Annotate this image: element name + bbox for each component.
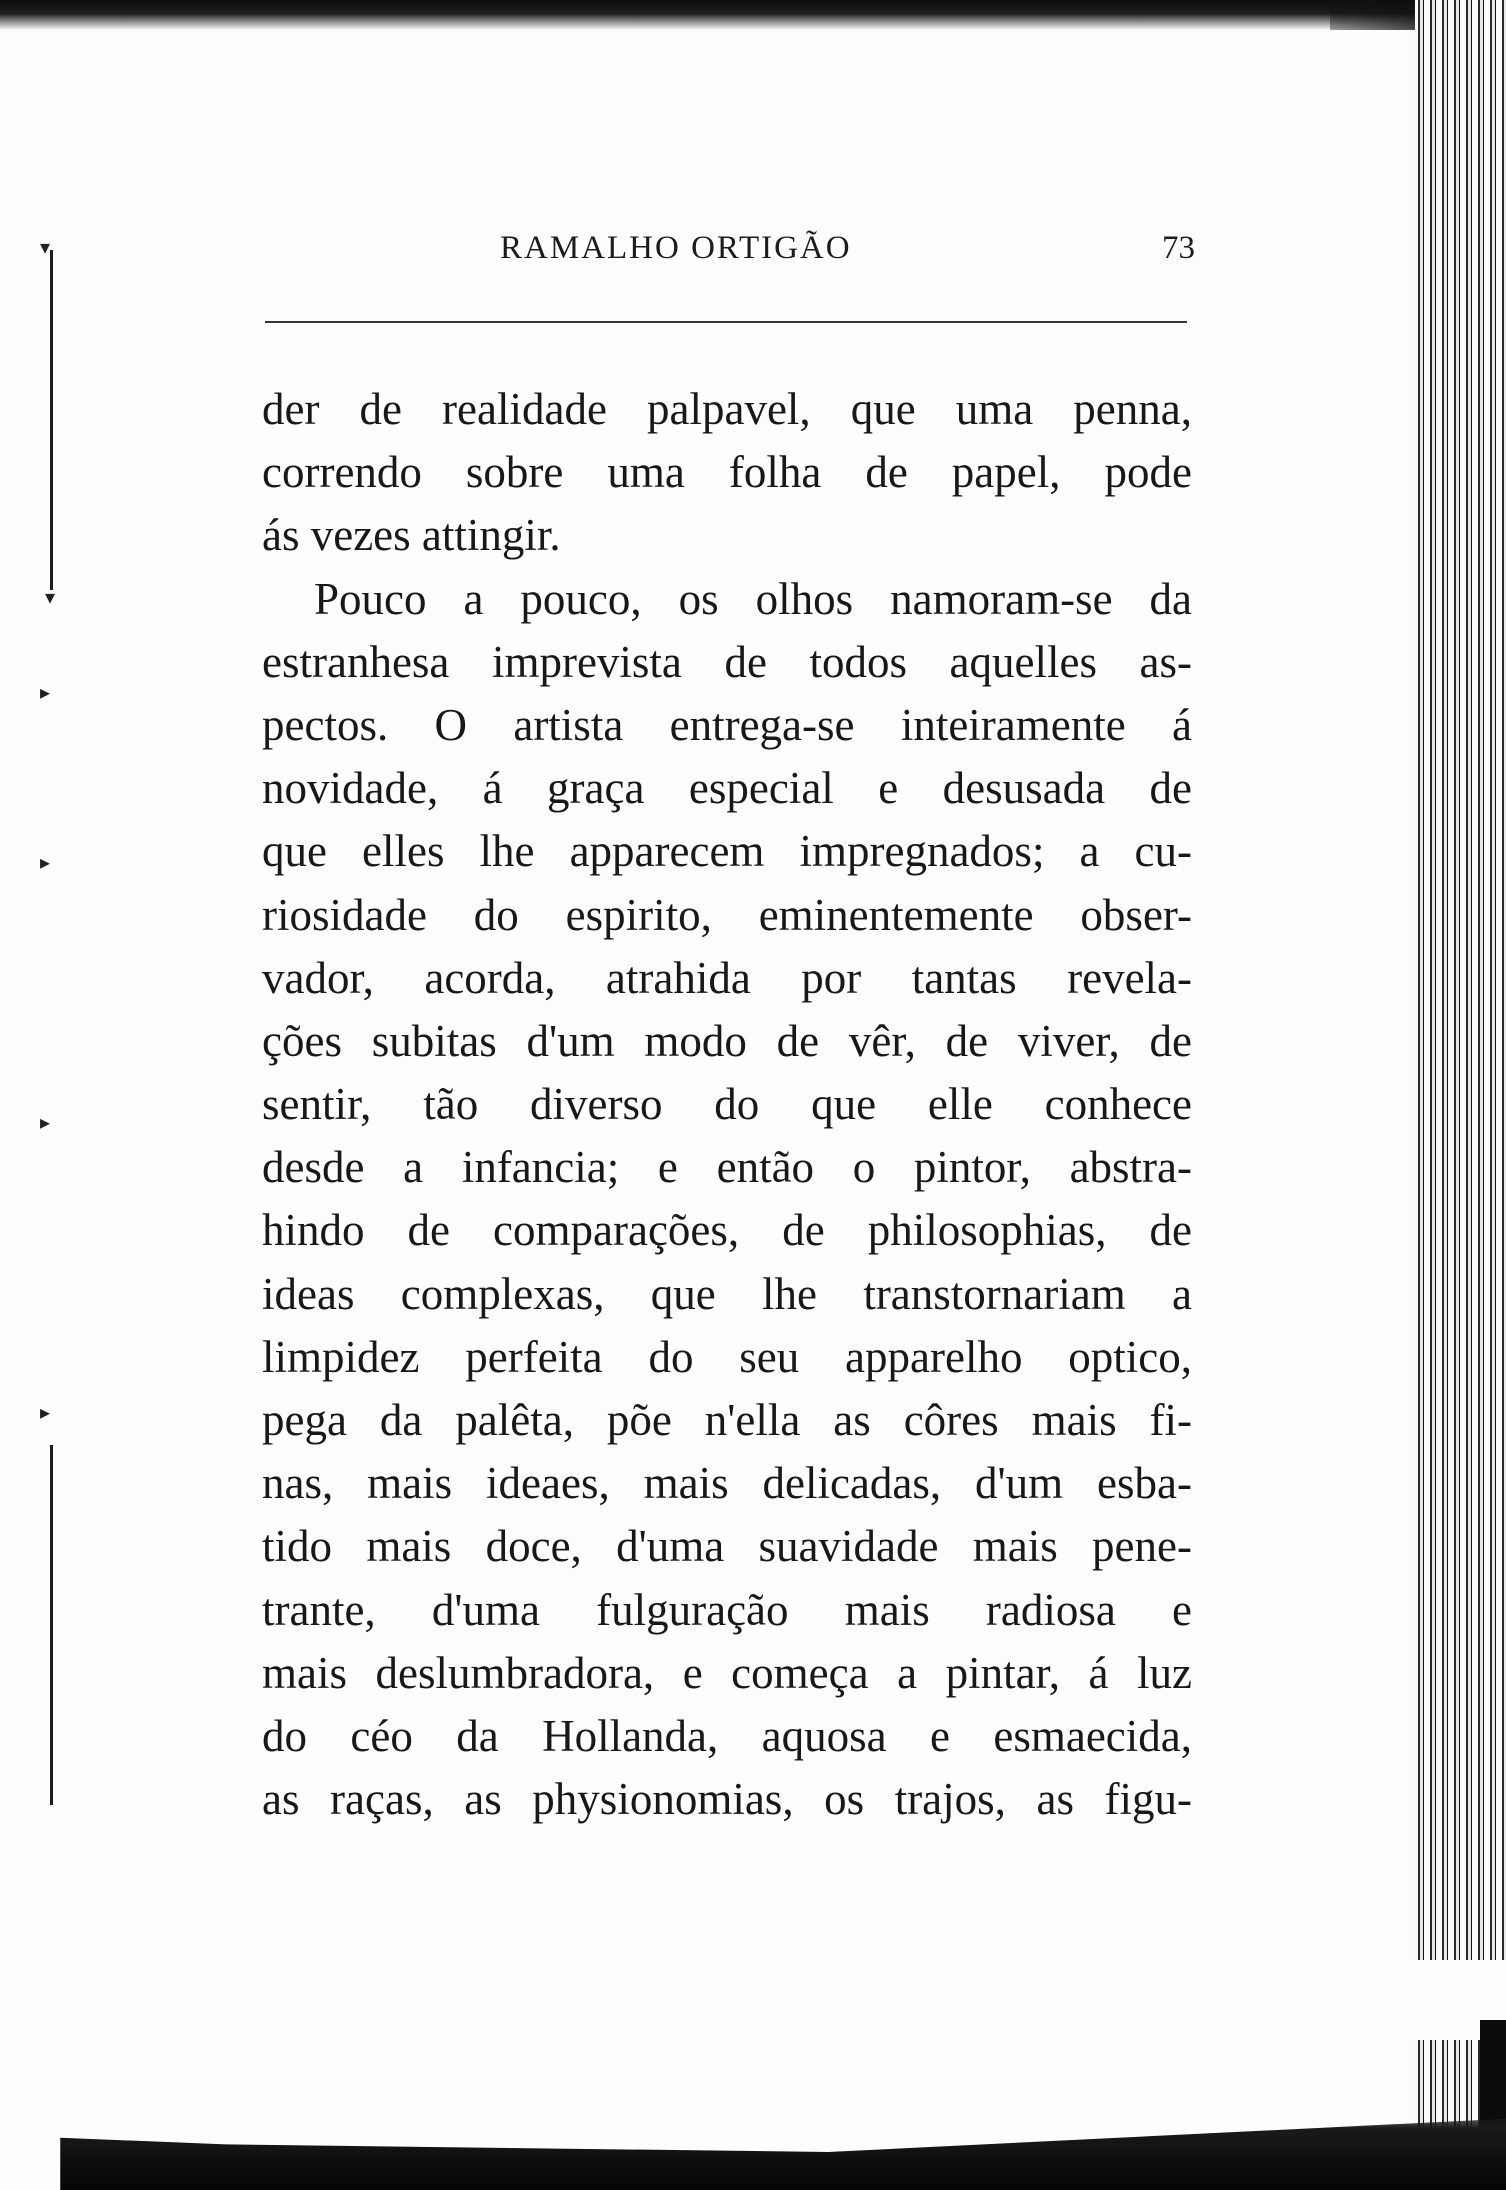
margin-line-upper	[50, 250, 53, 590]
text-line: vador, acorda, atrahida por tantas revela-	[262, 952, 1192, 1003]
text-line: ás vezes attingir.	[262, 510, 561, 561]
margin-line-lower	[50, 1445, 53, 1805]
page-header	[265, 230, 1195, 280]
margin-mark-1: ▾	[40, 235, 51, 259]
text-line: do céo da Hollanda, aquosa e esmaecida,	[262, 1710, 1192, 1761]
text-line: limpidez perfeita do seu apparelho optico,	[262, 1331, 1192, 1382]
text-line: riosidade do espirito, eminentemente obser-	[262, 889, 1192, 940]
text-line: desde a infancia; e então o pintor, abstra-	[262, 1142, 1192, 1193]
text-line: trante, d'uma fulguração mais radiosa e	[262, 1584, 1192, 1635]
text-line: der de realidade palpavel, que uma penna,	[262, 384, 1192, 434]
text-line: ções subitas d'um modo de vêr, de viver, de	[262, 1015, 1192, 1066]
text-line: as raças, as physionomias, os trajos, as figu-	[262, 1774, 1192, 1825]
text-line: hindo de comparações, de philosophias, de	[262, 1205, 1192, 1256]
running-head: RAMALHO ORTIGÃO	[500, 230, 852, 266]
text-line: tido mais doce, d'uma suavidade mais pene-	[262, 1521, 1192, 1572]
margin-mark-3: ▸	[40, 680, 51, 704]
header-rule	[265, 321, 1187, 323]
page-top-shadow	[0, 0, 1475, 30]
text-line: Pouco a pouco, os olhos namoram-se da	[314, 573, 1192, 624]
text-line: ideas complexas, que lhe transtornariam a	[262, 1268, 1192, 1319]
page-number: 73	[1162, 230, 1195, 266]
text-line: nas, mais ideaes, mais delicadas, d'um esba-	[262, 1458, 1192, 1509]
text-line: pectos. O artista entrega-se inteiramente á	[262, 699, 1192, 750]
text-line: sentir, tão diverso do que elle conhece	[262, 1079, 1192, 1130]
text-line: estranhesa imprevista de todos aquelles as-	[262, 636, 1192, 687]
page-stack-edge	[1415, 0, 1506, 2190]
margin-mark-4: ▸	[40, 850, 51, 874]
text-line: correndo sobre uma folha de papel, pode	[262, 447, 1192, 498]
text-line: pega da palêta, põe n'ella as côres mais fi-	[262, 1395, 1192, 1445]
body-text	[262, 378, 1192, 1831]
page-bottom-shadow	[0, 2095, 1506, 2190]
text-line: mais deslumbradora, e começa a pintar, á luz	[262, 1647, 1192, 1698]
margin-mark-5: ▸	[40, 1110, 51, 1134]
text-line: que elles lhe apparecem impregnados; a cu-	[262, 826, 1192, 877]
margin-mark-2: ▾	[45, 585, 56, 609]
margin-mark-6: ▸	[40, 1400, 51, 1424]
text-line: novidade, á graça especial e desusada de	[262, 763, 1192, 814]
